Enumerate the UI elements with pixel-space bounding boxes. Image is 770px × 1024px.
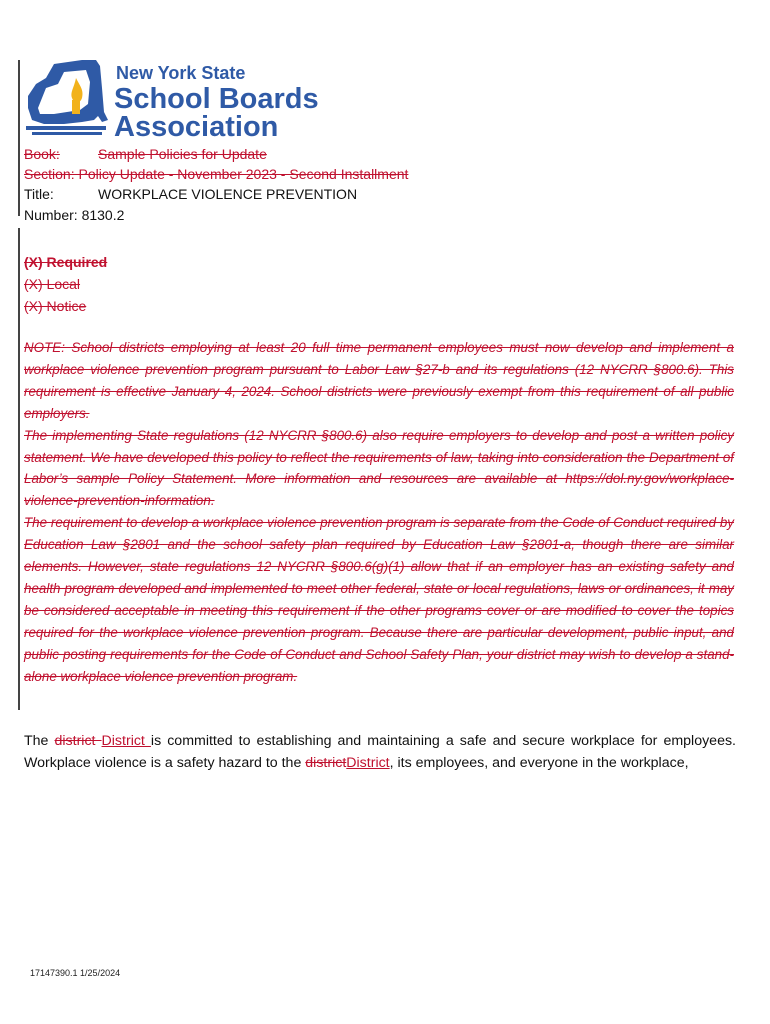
logo-line2: School Boards xyxy=(114,83,319,115)
number-line xyxy=(24,205,124,225)
book-line xyxy=(24,144,267,164)
marker-local: (X) Local xyxy=(24,276,81,292)
inserted-district-1: District xyxy=(101,733,151,749)
body-paragraph xyxy=(24,731,736,774)
number-text: Number: 8130.2 xyxy=(24,207,125,223)
title-value: WORKPLACE VIOLENCE PREVENTION xyxy=(98,186,358,202)
policy-body xyxy=(24,731,736,774)
logo-line1: New York State xyxy=(116,63,246,83)
policy-note xyxy=(24,337,734,688)
logo-line3: Association xyxy=(114,111,279,143)
deleted-district-1: district xyxy=(54,733,102,749)
title-line xyxy=(24,184,357,204)
body-text-2: is committed to establishing and maintaining a safe and secure workplace for employees. Workplace violence is a safety hazard to the xyxy=(24,733,736,771)
book-label: Book: xyxy=(24,146,60,162)
book-value: Sample Policies for Update xyxy=(98,146,267,162)
note-paragraph-3: The requirement to develop a workplace violence prevention program is separate from the Code of Conduct required by Education Law §2801 and the school safety plan required by Education Law §2801-a, though there are similar elements. However, state regulations 12 NYCRR §800.6(g)(1) allow that if an employer has an existing safety and health program developed and implemented to meet other federal, state or local regulations, laws or ordinances, it may be considered acceptable in meeting this requirement if the other programs cover or are modified to cover the topics required for the workplace violence prevention program. Because there are particular development, public input, and public posting requirements for the Code of Conduct and School Safety Plan, your district may wish to develop a stand-alone workplace violence prevention program. xyxy=(24,515,734,684)
nyssba-logo xyxy=(24,58,319,143)
body-text-3: , its employees, and everyone in the workplace, xyxy=(389,754,689,771)
change-bar-note xyxy=(18,228,20,710)
section-line xyxy=(24,164,408,184)
change-bar-top xyxy=(18,60,20,216)
note-paragraph-2: The implementing State regulations (12 NYCRR §800.6) also require employers to develop and post a written policy statement. We have developed this policy to reflect the requirements of law, taking into consideration the Department of Labor’s sample Policy Statement. More information and resources are available at https://dol.ny.gov/workplace-violence-prevention-information. xyxy=(24,427,734,509)
inserted-district-2: District xyxy=(346,754,390,771)
title-label: Title: xyxy=(24,186,54,202)
nyssba-logo-mark xyxy=(24,58,319,143)
marker-required: (X) Required xyxy=(24,254,108,270)
note-paragraph-1: NOTE: School districts employing at least 20 full time permanent employees must now develop and implement a workplace violence prevention program pursuant to Labor Law §27-b and its regulations (12 NYCRR §800.6). This requirement is effective January 4, 2024. School districts were previously exempt from this requirement of all public employers. xyxy=(24,340,734,421)
deleted-district-2: district xyxy=(305,754,347,771)
section-text: Section: Policy Update - November 2023 - Second Installment xyxy=(24,166,409,182)
marker-notice: (X) Notice xyxy=(24,298,87,314)
body-text-1: The xyxy=(24,733,55,749)
footer-doc-id: 17147390.1 1/25/2024 xyxy=(30,968,121,978)
policy-markers xyxy=(24,251,107,317)
